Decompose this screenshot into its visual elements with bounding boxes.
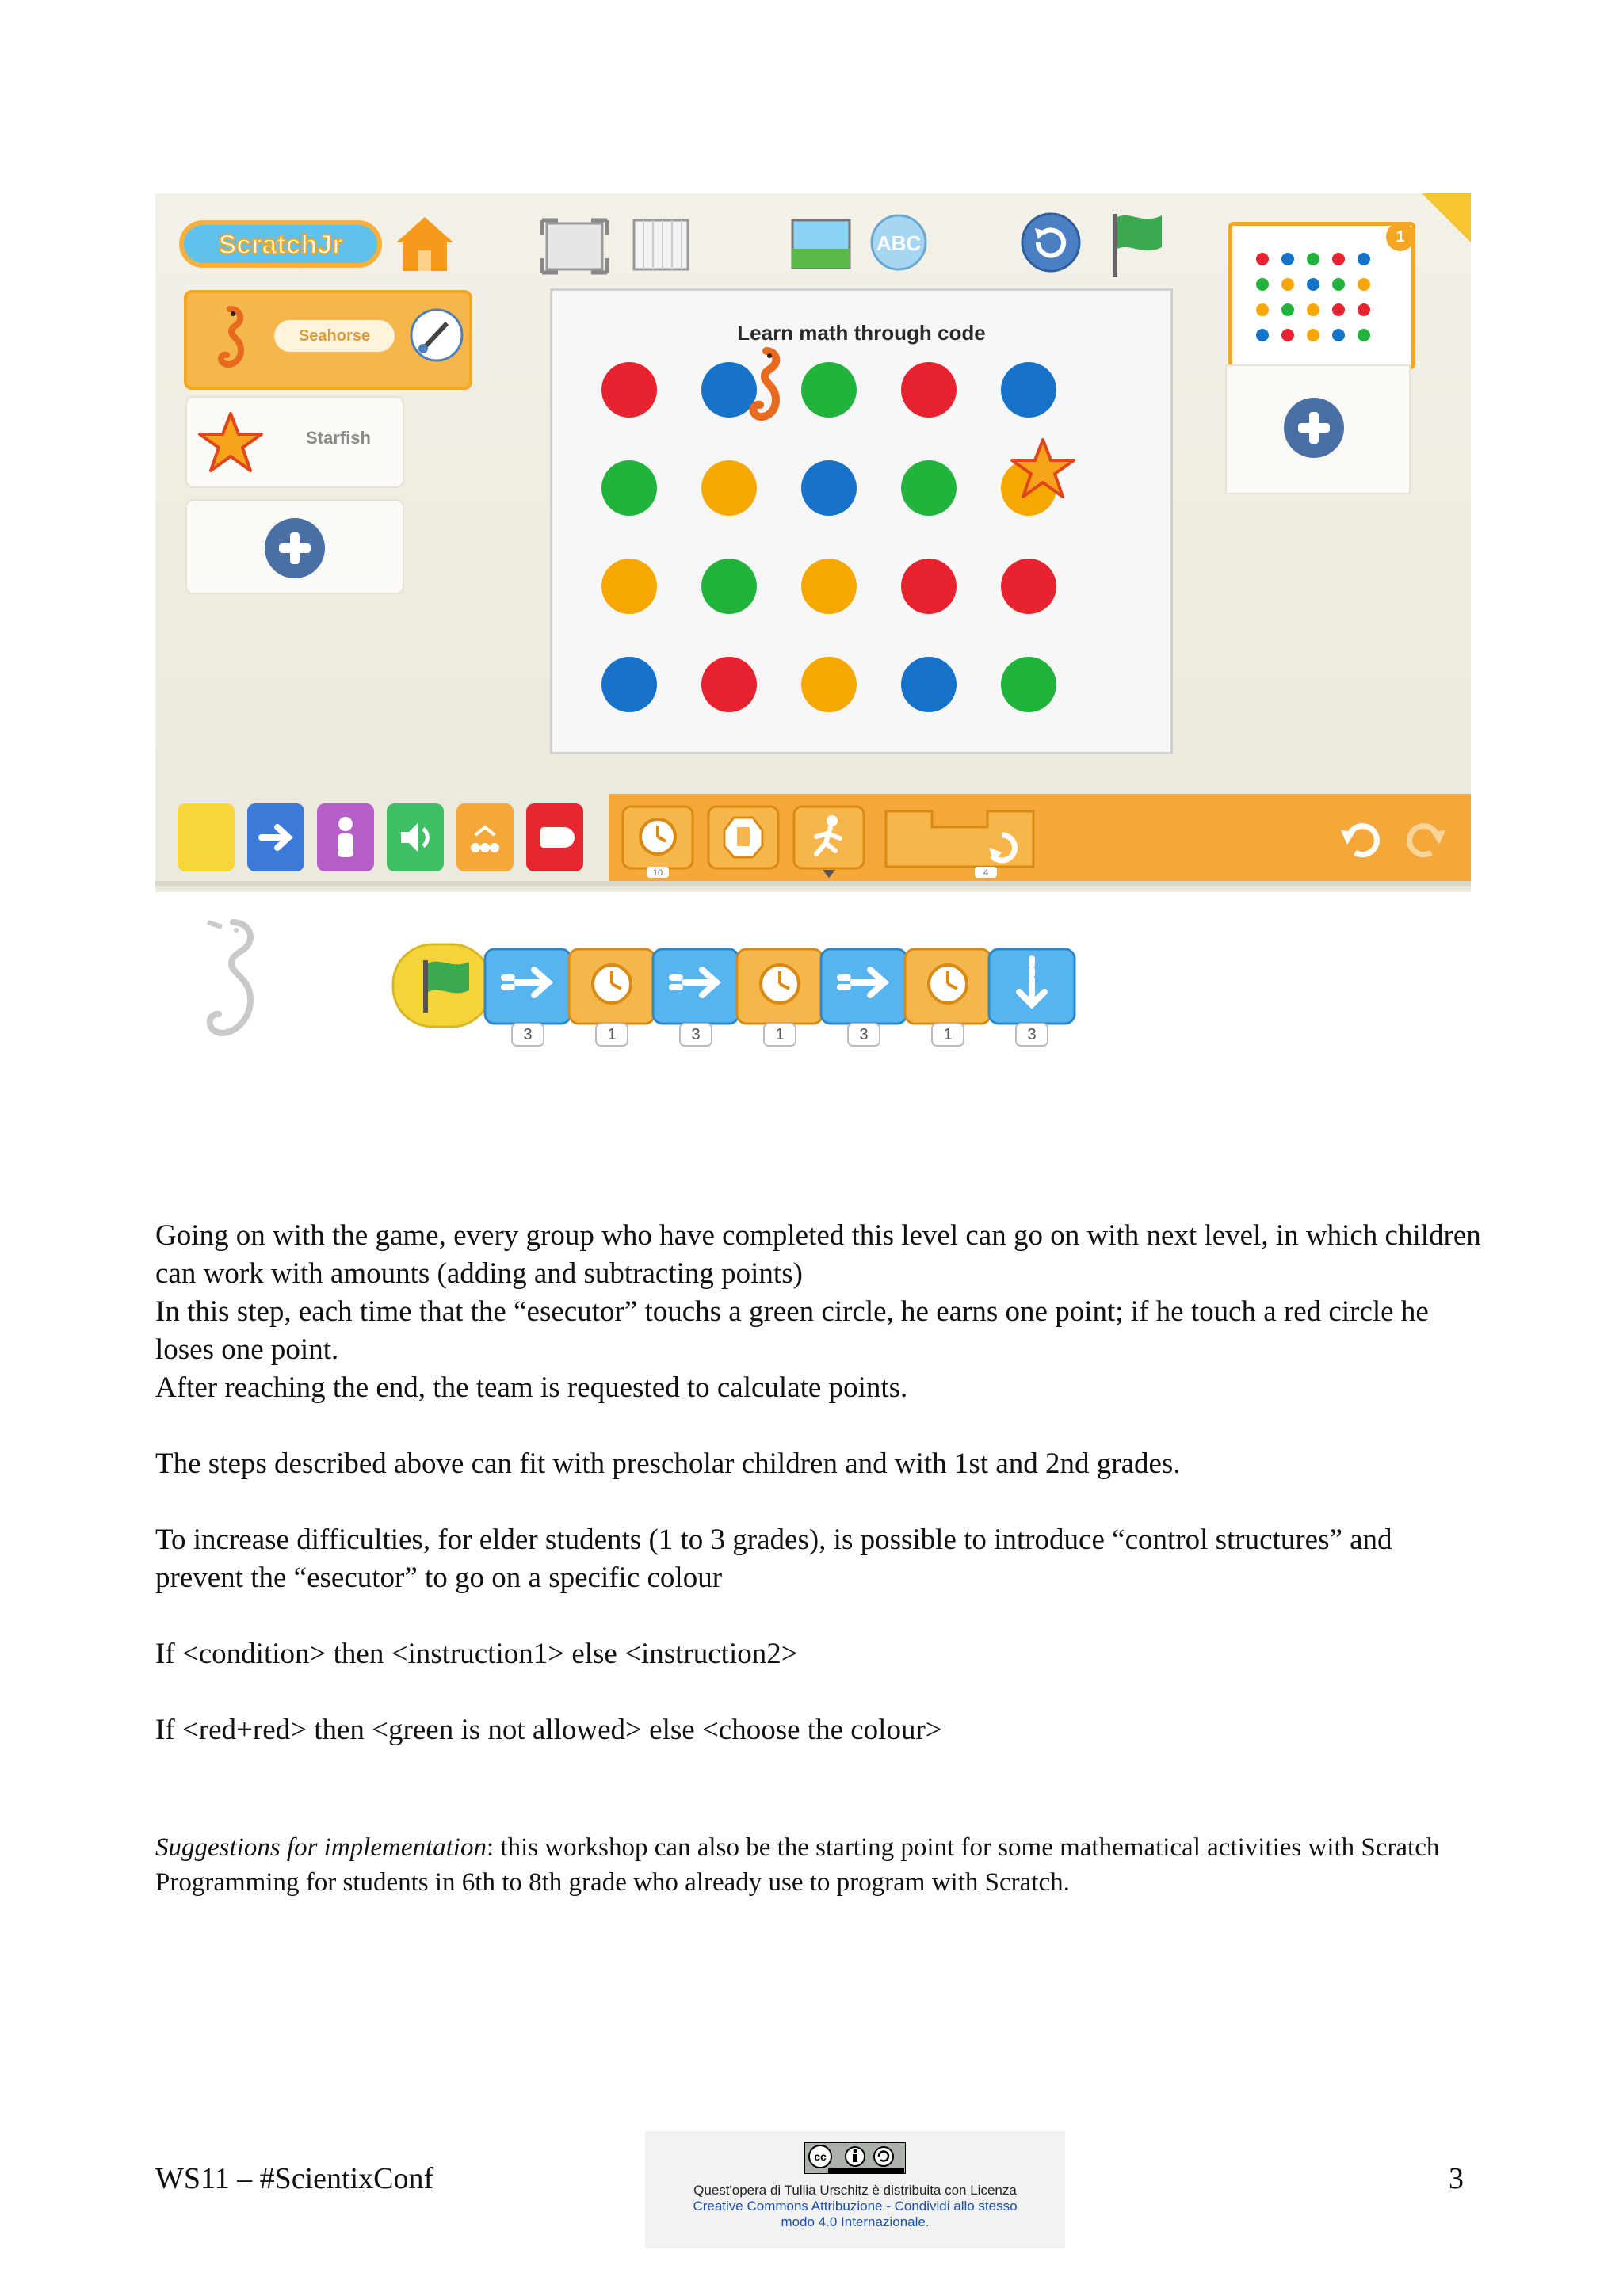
stop-block[interactable]	[705, 800, 781, 871]
thumb-dot-blue	[1358, 253, 1370, 265]
paragraph-condition-generic: If <condition> then <instruction1> else <instruction2>	[155, 1638, 798, 1670]
thumb-dot-red	[1281, 329, 1294, 341]
scratchjr-screenshot	[155, 193, 1471, 892]
thumb-dot-red	[1332, 253, 1345, 265]
thumb-dot-orange	[1256, 303, 1269, 316]
person-icon	[317, 803, 374, 871]
control-icon	[456, 803, 514, 871]
thumb-dot-green	[1307, 253, 1319, 265]
svg-text:cc: cc	[814, 2150, 827, 2163]
paragraph-condition-example: If <red+red> then <green is not allowed> else <choose the colour>	[155, 1714, 942, 1746]
grid-dot-red	[1001, 559, 1056, 614]
undo-icon[interactable]	[1338, 813, 1385, 860]
paragraph-control-structures: To increase difficulties, for elder students (1 to 3 grades), is possible to introduce “control structures” and prevent the “esecutor” to go on a specific colour	[155, 1524, 1400, 1594]
paragraph-calculate: After reaching the end, the team is requested to calculate points.	[155, 1371, 908, 1404]
seahorse-outline-icon	[190, 911, 269, 1079]
svg-text:ABC: ABC	[876, 231, 922, 255]
starfish-icon	[197, 410, 265, 474]
paragraph-points-rule: In this step, each time that the “esecutor” touchs a green circle, he earns one point; if he touch a red circle he loses one point.	[155, 1295, 1437, 1366]
thumb-dot-green	[1332, 278, 1345, 291]
script-block-wait[interactable]	[737, 949, 823, 1046]
sprite-name-seahorse: Seahorse	[274, 320, 395, 352]
redo-icon[interactable]	[1401, 813, 1449, 860]
footer-workshop-label: WS11 – #ScientixConf	[155, 2162, 434, 2195]
category-control[interactable]	[456, 803, 514, 871]
stage[interactable]	[550, 288, 1173, 754]
starfish-sprite-icon[interactable]	[1009, 437, 1077, 500]
script-block-move-right[interactable]	[653, 949, 739, 1046]
grid-dot-green	[601, 460, 657, 516]
grid-dot-green	[1001, 657, 1056, 712]
grid-dot-blue	[601, 657, 657, 712]
grid-dot-orange	[801, 657, 857, 712]
category-motion[interactable]	[247, 803, 304, 871]
license-line-2[interactable]: Creative Commons Attribuzione - Condividi allo stesso	[693, 2199, 1018, 2214]
block-value: 3	[1027, 1026, 1037, 1043]
sprite-name-starfish: Starfish	[306, 428, 371, 448]
control-blocks-area	[609, 794, 1471, 886]
wait-block-count: 10	[652, 868, 663, 878]
speaker-icon	[387, 803, 444, 871]
body-text	[155, 1217, 1487, 1749]
grid-dot-red	[601, 362, 657, 418]
suggestions-body: : this workshop can also be the starting point for some mathematical activities with Scratch Programming for students in 6th to 8th grade who already use to program with Scratch.	[155, 1833, 1446, 1897]
wait-block[interactable]	[620, 800, 696, 879]
palette-bottom-line	[155, 881, 1471, 886]
grid-dot-green	[701, 559, 757, 614]
block-value: 1	[943, 1026, 953, 1043]
paragraph-grades: The steps described above can fit with prescholar children and with 1st and 2nd grades.	[155, 1447, 1181, 1480]
grid-dot-blue	[801, 460, 857, 516]
add-page-card[interactable]	[1225, 364, 1411, 494]
thumb-dot-red	[1358, 303, 1370, 316]
end-icon	[526, 803, 583, 871]
category-bar	[155, 794, 609, 886]
cc-by-sa-icon	[804, 2142, 906, 2174]
thumb-dot-green	[1256, 278, 1269, 291]
grid-dot-red	[901, 559, 957, 614]
block-value: 3	[523, 1026, 533, 1043]
block-value: 3	[691, 1026, 701, 1043]
thumb-dot-blue	[1332, 329, 1345, 341]
block-palette	[155, 794, 1471, 886]
category-end[interactable]	[526, 803, 583, 871]
add-sprite-card[interactable]	[185, 499, 404, 594]
thumb-dot-blue	[1307, 278, 1319, 291]
grid-icon[interactable]	[631, 217, 691, 273]
license-line-3[interactable]: modo 4.0 Internazionale.	[781, 2214, 930, 2229]
seahorse-icon	[206, 304, 250, 376]
thumb-dot-red	[1332, 303, 1345, 316]
grid-dot-red	[901, 362, 957, 418]
grid-dot-orange	[701, 460, 757, 516]
script-block-wait[interactable]	[905, 949, 991, 1046]
suggestions-text	[155, 1830, 1487, 1900]
repeat-block-count: 4	[983, 868, 989, 878]
thumb-dot-orange	[1307, 329, 1319, 341]
script-block-move-down[interactable]	[989, 949, 1075, 1046]
sprite-card-seahorse[interactable]	[184, 290, 472, 390]
license-line-1: Quest'opera di Tullia Urschitz è distribuita con Licenza	[693, 2183, 1017, 2198]
grid-dot-green	[801, 362, 857, 418]
logo-text: ScratchJr	[218, 230, 343, 260]
background-icon[interactable]	[789, 217, 853, 273]
grid-dot-red	[701, 657, 757, 712]
arrow-right-icon	[247, 803, 304, 871]
thumb-dot-orange	[1281, 278, 1294, 291]
script-block-move-right[interactable]	[485, 949, 571, 1046]
script-blocks[interactable]	[388, 941, 1086, 1052]
license-badge	[645, 2131, 1065, 2248]
paintbrush-icon[interactable]	[409, 307, 464, 363]
sprite-card-starfish[interactable]	[185, 396, 404, 488]
speed-block[interactable]	[791, 800, 867, 879]
thumb-dot-blue	[1281, 253, 1294, 265]
suggestions-label: Suggestions for implementation	[155, 1833, 487, 1862]
paragraph-next-level: Going on with the game, every group who have completed this level can go on with next level, in which children can work with amounts (adding and subtracting points)	[155, 1219, 1489, 1290]
stage-title: Learn math through code	[737, 321, 986, 345]
page-thumbnail[interactable]	[1228, 222, 1415, 369]
grid-dot-green	[901, 460, 957, 516]
page-number-badge: 1	[1386, 223, 1415, 251]
category-sound[interactable]	[387, 803, 444, 871]
thumb-dot-orange	[1307, 303, 1319, 316]
block-value: 1	[607, 1026, 617, 1043]
thumb-dot-orange	[1358, 278, 1370, 291]
block-value: 3	[859, 1026, 869, 1043]
thumb-dot-green	[1281, 303, 1294, 316]
grid-dot-orange	[801, 559, 857, 614]
grid-dot-orange	[601, 559, 657, 614]
reset-icon[interactable]	[1019, 211, 1083, 274]
add-sprite-icon[interactable]	[262, 515, 328, 582]
scratchjr-logo	[178, 215, 384, 273]
block-value: 1	[775, 1026, 785, 1043]
script-block-wait[interactable]	[569, 949, 655, 1046]
page-number: 3	[1449, 2162, 1464, 2195]
category-looks[interactable]	[317, 803, 374, 871]
thumb-dot-blue	[1256, 329, 1269, 341]
add-page-icon[interactable]	[1281, 395, 1347, 461]
script-block-green-flag[interactable]	[393, 944, 491, 1027]
green-flag-icon[interactable]	[1106, 209, 1170, 280]
repeat-block[interactable]	[883, 803, 1049, 879]
thumb-dot-green	[1358, 329, 1370, 341]
fullscreen-icon[interactable]	[539, 217, 610, 276]
home-icon[interactable]	[393, 212, 456, 276]
grid-dot-blue	[1001, 362, 1056, 418]
seahorse-sprite-icon[interactable]	[741, 345, 789, 432]
thumb-dot-red	[1256, 253, 1269, 265]
script-block-move-right[interactable]	[821, 949, 907, 1046]
green-flag-icon	[428, 962, 469, 994]
text-abc-icon[interactable]	[869, 212, 929, 273]
category-triggers[interactable]	[178, 803, 235, 871]
grid-dot-blue	[901, 657, 957, 712]
